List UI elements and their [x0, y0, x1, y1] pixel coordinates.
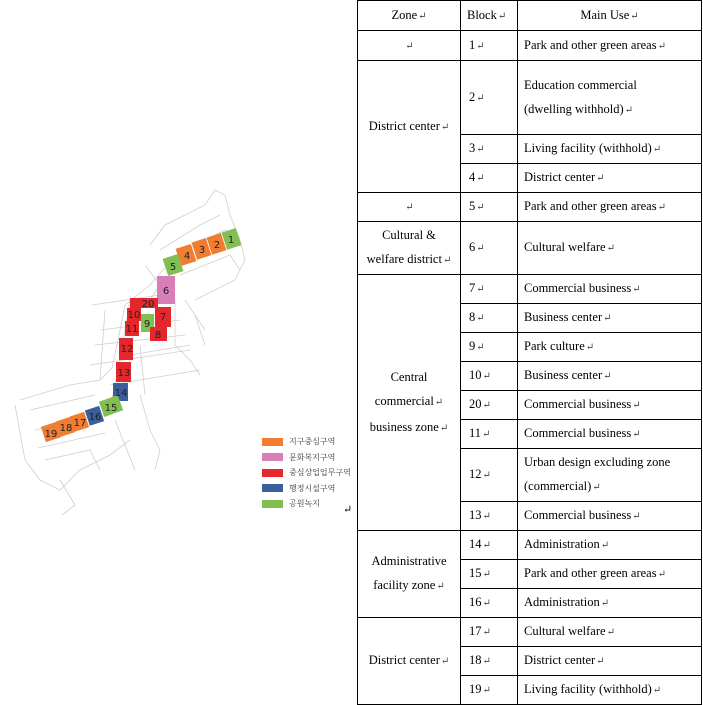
block-cell: 19↵ — [461, 676, 518, 705]
map-block-label: 20 — [141, 299, 155, 310]
block-cell: 13↵ — [461, 502, 518, 531]
zone-cell: ↵ — [358, 31, 461, 61]
block-cell: 11↵ — [461, 420, 518, 449]
use-cell: Cultural welfare↵ — [518, 618, 702, 647]
table-row — [358, 61, 702, 135]
map-block-label: 10 — [127, 310, 141, 321]
map-block-label: 18 — [59, 423, 73, 434]
use-cell: Living facility (withhold)↵ — [518, 676, 702, 705]
use-cell: Administration↵ — [518, 589, 702, 618]
legend-label: 중심상업업무구역 — [289, 468, 351, 478]
use-cell: Cultural welfare↵ — [518, 222, 702, 275]
table-row — [358, 31, 702, 61]
block-cell: 12↵ — [461, 449, 518, 502]
legend-item — [262, 496, 351, 512]
zone-cell: Central commercial↵ business zone↵ — [358, 275, 461, 531]
legend-swatch — [262, 484, 283, 492]
use-cell: Park and other green areas↵ — [518, 31, 702, 61]
legend-swatch — [262, 500, 283, 508]
block-cell: 15↵ — [461, 560, 518, 589]
map-block-label: 1 — [227, 235, 235, 246]
map-block-label: 9 — [143, 319, 151, 330]
map-block-label: 7 — [159, 312, 167, 323]
header-main-use: Main Use↵ — [518, 1, 702, 31]
zone-cell: ↵ — [358, 193, 461, 222]
legend-label: 문화복지구역 — [289, 452, 336, 462]
table-row — [358, 275, 702, 304]
legend-label: 행정시설구역 — [289, 483, 336, 493]
map-block-label: 11 — [125, 324, 139, 335]
use-cell: District center↵ — [518, 164, 702, 193]
table-row — [358, 193, 702, 222]
table-header-row — [358, 1, 702, 31]
legend-label: 공원녹지 — [289, 499, 320, 509]
use-cell: Business center↵ — [518, 362, 702, 391]
use-cell: Park culture↵ — [518, 333, 702, 362]
use-cell: Education commercial (dwelling withhold)↵ — [518, 61, 702, 135]
block-cell: 5↵ — [461, 193, 518, 222]
block-cell: 7↵ — [461, 275, 518, 304]
block-cell: 9↵ — [461, 333, 518, 362]
table-row — [358, 222, 702, 275]
use-cell: Commercial business↵ — [518, 275, 702, 304]
block-cell: 3↵ — [461, 135, 518, 164]
map-block-label: 13 — [117, 368, 131, 379]
legend-swatch — [262, 469, 283, 477]
legend-item — [262, 434, 351, 450]
header-block: Block↵ — [461, 1, 518, 31]
legend-swatch — [262, 438, 283, 446]
block-cell: 20↵ — [461, 391, 518, 420]
map-block-label: 5 — [169, 262, 177, 273]
map-block-label: 2 — [213, 240, 221, 251]
map-block-label: 14 — [114, 388, 128, 399]
map-block-label: 15 — [104, 403, 118, 414]
block-cell: 4↵ — [461, 164, 518, 193]
use-cell: Park and other green areas↵ — [518, 560, 702, 589]
block-cell: 8↵ — [461, 304, 518, 333]
zone-cell: Cultural & welfare district↵ — [358, 222, 461, 275]
map-block-label: 16 — [88, 412, 102, 423]
block-cell: 16↵ — [461, 589, 518, 618]
legend-swatch — [262, 453, 283, 461]
block-cell: 1↵ — [461, 31, 518, 61]
header-zone: Zone↵ — [358, 1, 461, 31]
use-cell: District center↵ — [518, 647, 702, 676]
block-cell: 17↵ — [461, 618, 518, 647]
use-cell: Commercial business↵ — [518, 420, 702, 449]
map-block-label: 19 — [44, 429, 58, 440]
use-cell: Administration↵ — [518, 531, 702, 560]
table-row — [358, 531, 702, 560]
zone-cell: District center↵ — [358, 618, 461, 705]
use-cell: Commercial business↵ — [518, 391, 702, 420]
legend-item — [262, 481, 351, 497]
map-block-label: 6 — [162, 286, 170, 297]
legend-label: 지구중심구역 — [289, 437, 336, 447]
zone-cell: District center↵ — [358, 61, 461, 193]
legend-item — [262, 465, 351, 481]
block-cell: 18↵ — [461, 647, 518, 676]
legend-item — [262, 450, 351, 466]
zone-cell: Administrative facility zone↵ — [358, 531, 461, 618]
map-legend — [262, 434, 351, 512]
zone-table — [357, 0, 702, 705]
use-cell: Urban design excluding zone (commercial)↵ — [518, 449, 702, 502]
block-cell: 10↵ — [461, 362, 518, 391]
block-cell: 6↵ — [461, 222, 518, 275]
map-block-label: 8 — [154, 330, 162, 341]
table-row — [358, 618, 702, 647]
use-cell: Business center↵ — [518, 304, 702, 333]
map-block-label: 12 — [120, 344, 134, 355]
map-block-label: 4 — [183, 251, 191, 262]
use-cell: Park and other green areas↵ — [518, 193, 702, 222]
block-cell: 14↵ — [461, 531, 518, 560]
block-cell: 2↵ — [461, 61, 518, 135]
map-block-label: 17 — [73, 418, 87, 429]
paragraph-mark: ↵ — [343, 504, 353, 516]
map-block-label: 3 — [198, 245, 206, 256]
use-cell: Living facility (withhold)↵ — [518, 135, 702, 164]
use-cell: Commercial business↵ — [518, 502, 702, 531]
